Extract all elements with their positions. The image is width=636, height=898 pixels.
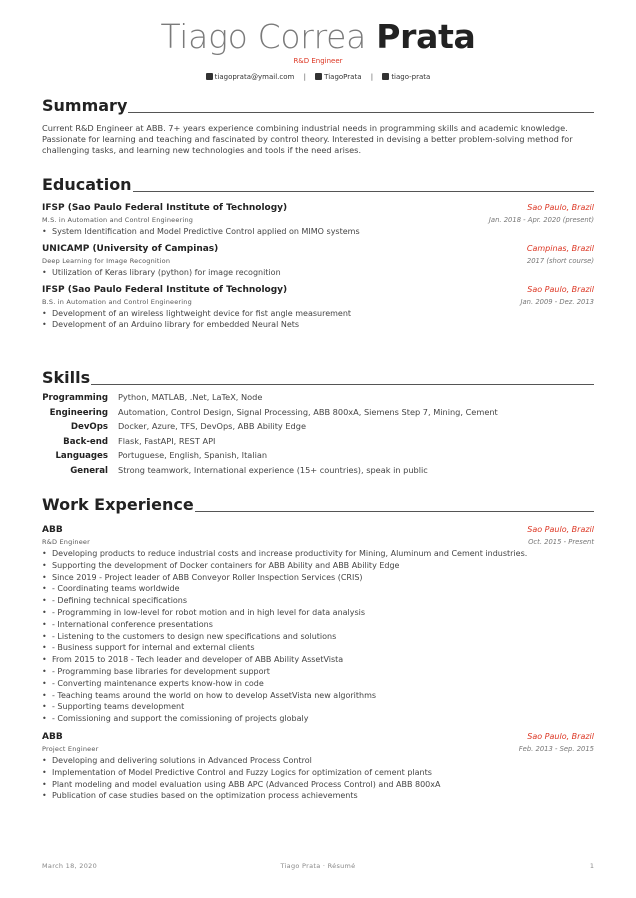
role: R&D Engineer [42, 538, 91, 546]
envelope-icon [206, 73, 213, 80]
separator: | [370, 73, 374, 81]
skill-category: General [70, 465, 108, 476]
skill-row [42, 465, 594, 480]
company: ABB [42, 731, 63, 742]
list-item: • - Teaching teams around the world on how to develop AssetVista new algorithms [42, 690, 594, 702]
skill-category: DevOps [70, 422, 108, 432]
list-item: • Development of an Arduino library for embedded Neural Nets [42, 319, 594, 331]
list-item: • Plant modeling and model evaluation using ABB APC (Advanced Process Control) and ABB 800xA [42, 779, 594, 791]
list-item: • Developing and delivering solutions in Advanced Process Control [42, 755, 594, 767]
location: Sao Paulo, Brazil [527, 203, 594, 212]
skill-row [42, 450, 594, 465]
skill-row [42, 407, 594, 422]
separator: | [303, 73, 306, 81]
list-item: • Development of an wireless lightweight device for fist angle measurement [42, 308, 594, 320]
skill-value: Docker, Azure, TFS, DevOps, ABB Ability Edge [118, 421, 306, 431]
github-link[interactable]: TiagoPrata [324, 73, 362, 81]
list-item: • - Programming in low-level for robot motion and in high level for data analysis [42, 607, 594, 619]
page-number: 1 [589, 862, 594, 870]
section-title: Skills [42, 369, 594, 387]
social-links [0, 72, 636, 82]
footer-title: Tiago Prata · Résumé [280, 862, 356, 870]
list-item: • Publication of case studies based on the optimization process achievements [42, 790, 594, 802]
list-item: • - Converting maintenance experts know-how in code [42, 678, 594, 690]
linkedin-icon [382, 73, 389, 80]
skill-value: Automation, Control Design, Signal Processing, ABB 800xA, Siemens Step 7, Mining, Cement [118, 406, 498, 417]
date: Jan. 2009 - Dez. 2013 [520, 297, 594, 306]
first-name: Tiago Correa [160, 17, 367, 56]
list-item: • System Identification and Model Predictive Control applied on MIMO systems [42, 226, 594, 238]
role: Project Engineer [42, 744, 99, 753]
email-link[interactable]: tiagoprata@ymail.com [214, 73, 295, 81]
institution: IFSP (Sao Paulo Federal Institute of Technology) [42, 203, 288, 213]
company: ABB [42, 525, 63, 535]
list-item: • From 2015 to 2018 - Tech leader and developer of ABB Ability AssetVista [42, 654, 594, 666]
institution: IFSP (Sao Paulo Federal Institute of Technology) [42, 284, 288, 295]
list-item: • Supporting the development of Docker containers for ABB Ability and ABB Ability Edge [42, 560, 594, 572]
list-item: • - Business support for internal and external clients [42, 642, 594, 654]
section-title: Summary [42, 97, 594, 115]
list-item: • Since 2019 - Project leader of ABB Conveyor Roller Inspection Services (CRIS) [42, 572, 594, 584]
section-title: Education [42, 176, 594, 194]
degree: Deep Learning for Image Recognition [42, 256, 171, 265]
last-name: Prata [376, 17, 476, 56]
full-name [0, 18, 636, 56]
list-item: • Implementation of Model Predictive Control and Fuzzy Logics for optimization of cement plants [42, 767, 594, 779]
list-item: • - Defining technical specifications [42, 595, 594, 607]
list-item: • - Listening to the customers to design new specifications and solutions [42, 631, 594, 643]
position-title: R&D Engineer [293, 57, 343, 65]
skill-category: Back-end [63, 436, 108, 447]
list-item: • - Comissioning and support the comissioning of projects globaly [42, 713, 594, 725]
page-footer [42, 862, 594, 872]
list-item: • - Supporting teams development [42, 701, 594, 713]
skills-section [42, 369, 594, 479]
date: 2017 (short course) [526, 256, 594, 265]
date: Feb. 2013 - Sep. 2015 [518, 744, 594, 753]
list-item: • - Programming base libraries for development support [42, 666, 594, 678]
experience-section [42, 496, 594, 802]
skill-value: Flask, FastAPI, REST API [118, 435, 216, 446]
skill-value: Strong teamwork, International experience (15+ countries), speak in public [118, 464, 428, 475]
experience-entry [42, 731, 594, 802]
resume-header [0, 18, 636, 82]
experience-entry [42, 524, 594, 725]
summary-section [42, 97, 594, 156]
github-icon [315, 73, 322, 80]
skill-value: Python, MATLAB, .Net, LaTeX, Node [118, 392, 263, 402]
skill-row [42, 421, 594, 436]
skill-category: Engineering [49, 407, 108, 418]
list-item: • Developing products to reduce industrial costs and increase productivity for Mining, Aluminum and Cement industries. [42, 548, 594, 560]
location: Campinas, Brazil [526, 243, 594, 253]
location: Sao Paulo, Brazil [527, 731, 594, 741]
education-entry [42, 202, 594, 238]
skills-table [42, 392, 594, 479]
summary-text: Current R&D Engineer at ABB. 7+ years experience combining industrial needs in programming skills and academic knowledge. Passionate for learning and teaching and fascinated by control theory. Interested in devising a better problem-solving method for challenging tasks, and learning new technologies and tools if the need arises. [42, 123, 573, 155]
education-section [42, 176, 594, 331]
date: Oct. 2015 - Present [528, 538, 594, 546]
list-item: • - Coordinating teams worldwide [42, 583, 594, 595]
date: Jan. 2018 - Apr. 2020 (present) [488, 216, 594, 224]
section-title: Work Experience [42, 496, 594, 514]
list-item: • - International conference presentations [42, 619, 594, 631]
institution: UNICAMP (University of Campinas) [42, 243, 219, 254]
linkedin-link[interactable]: tiago-prata [391, 73, 431, 81]
skill-category: Languages [55, 451, 108, 461]
degree: B.S. in Automation and Control Engineering [42, 297, 192, 306]
footer-date: March 18, 2020 [42, 862, 98, 870]
education-entry [42, 284, 594, 332]
location: Sao Paulo, Brazil [527, 284, 594, 294]
skill-value: Portuguese, English, Spanish, Italian [118, 450, 268, 460]
skill-row [42, 436, 594, 451]
education-entry [42, 243, 594, 279]
skill-row [42, 392, 594, 407]
degree: M.S. in Automation and Control Engineering [42, 216, 194, 224]
list-item: • Utilization of Keras library (python) for image recognition [42, 267, 594, 279]
location: Sao Paulo, Brazil [527, 525, 594, 534]
skill-category: Programming [42, 393, 108, 403]
